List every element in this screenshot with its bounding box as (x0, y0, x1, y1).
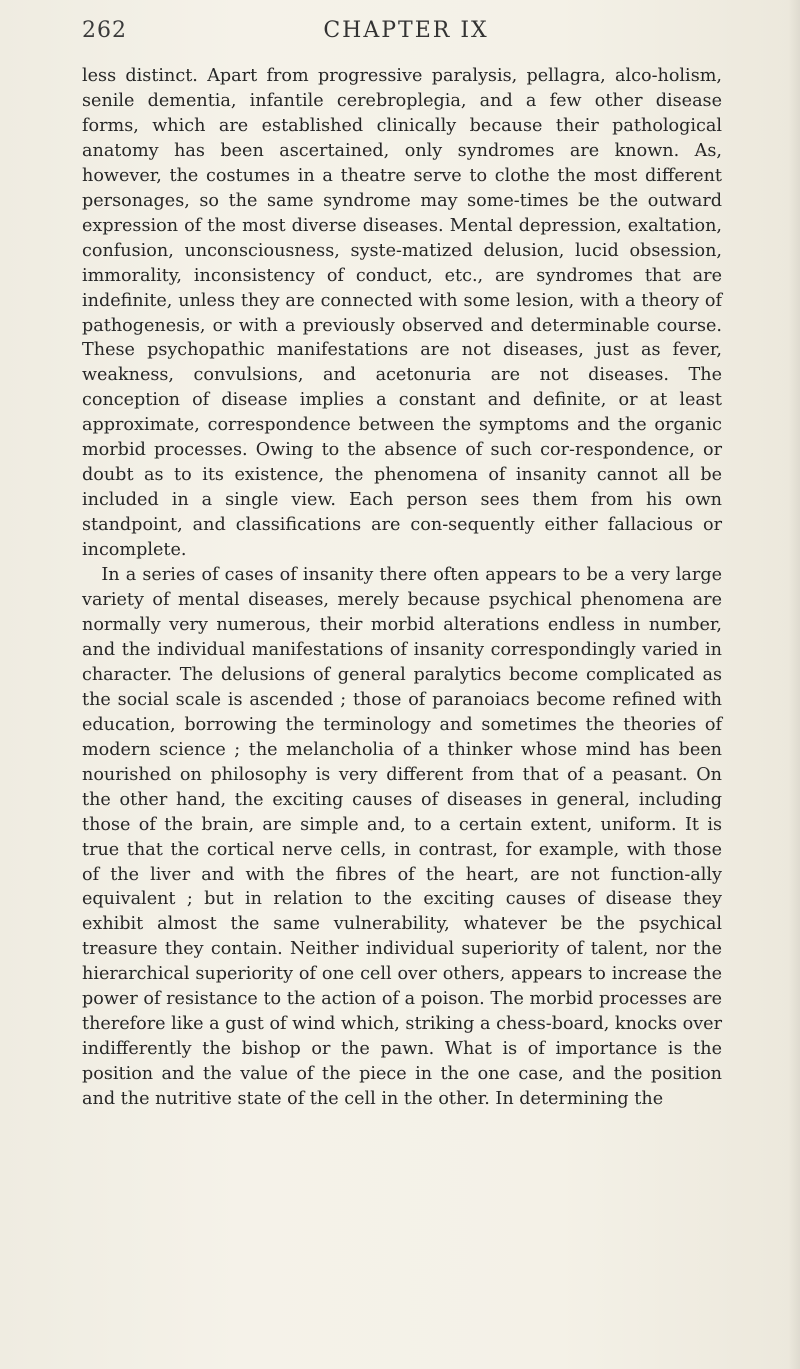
paragraph-1: less distinct. Apart from progressive paralysis, pellagra, alco-holism, senile dementia, infantile cerebroplegia, and a few other disease forms, which are established clinically because their pathological anatomy has been ascertained, only syndromes are known. As, however, the costumes in a theatre serve to clothe the most different personages, so the same syndrome may some-times be the outward expression of the most diverse diseases. Mental depression, exaltation, confusion, unconsciousness, syste-matized delusion, lucid obsession, immorality, inconsistency of conduct, etc., are syndromes that are indefinite, unless they are connected with some lesion, with a theory of pathogenesis, or with a previously observed and determinable course. These psychopathic manifestations are not diseases, just as fever, weakness, convulsions, and acetonuria are not diseases. The conception of disease implies a constant and definite, or at least approximate, correspondence between the symptoms and the organic morbid processes. Owing to the absence of such cor-respondence, or doubt as to its existence, the phenomena of insanity cannot all be included in a single view. Each person sees them from his own standpoint, and classifications are con-sequently either fallacious or incomplete. (82, 66, 722, 561)
page-number: 262 (82, 18, 127, 43)
paragraph-2: In a series of cases of insanity there often appears to be a very large variety of mental diseases, merely because psychical phenomena are normally very numerous, their morbid alterations endless in number, and the individual manifestations of insanity correspondingly varied in character. The delusions of general paralytics become complicated as the social scale is ascended ; those of paranoiacs become refined with education, borrowing the terminology and sometimes the theories of modern science ; the melancholia of a thinker whose mind has been nourished on philosophy is very different from that of a peasant. On the other hand, the exciting causes of diseases in general, including those of the brain, are simple and, to a certain extent, uniform. It is true that the cortical nerve cells, in contrast, for example, with those of the liver and with the fibres of the heart, are not function-ally equivalent ; but in relation to the exciting causes of disease they exhibit almost the same vulnerability, whatever be the psychical treasure they contain. Neither individual superiority of talent, nor the hierarchical superiority of one cell over others, appears to increase the power of resistance to the action of a poison. The morbid processes are therefore like a gust of wind which, striking a chess-board, knocks over indifferently the bishop or the pawn. What is of importance is the position and the value of the piece in the one case, and the position and the nutritive state of the cell in the other. In determining the (82, 565, 722, 1110)
body-text (82, 64, 722, 1112)
page-edge-shadow (788, 0, 800, 1369)
chapter-title: CHAPTER IX (323, 18, 489, 43)
page-header (82, 8, 730, 48)
